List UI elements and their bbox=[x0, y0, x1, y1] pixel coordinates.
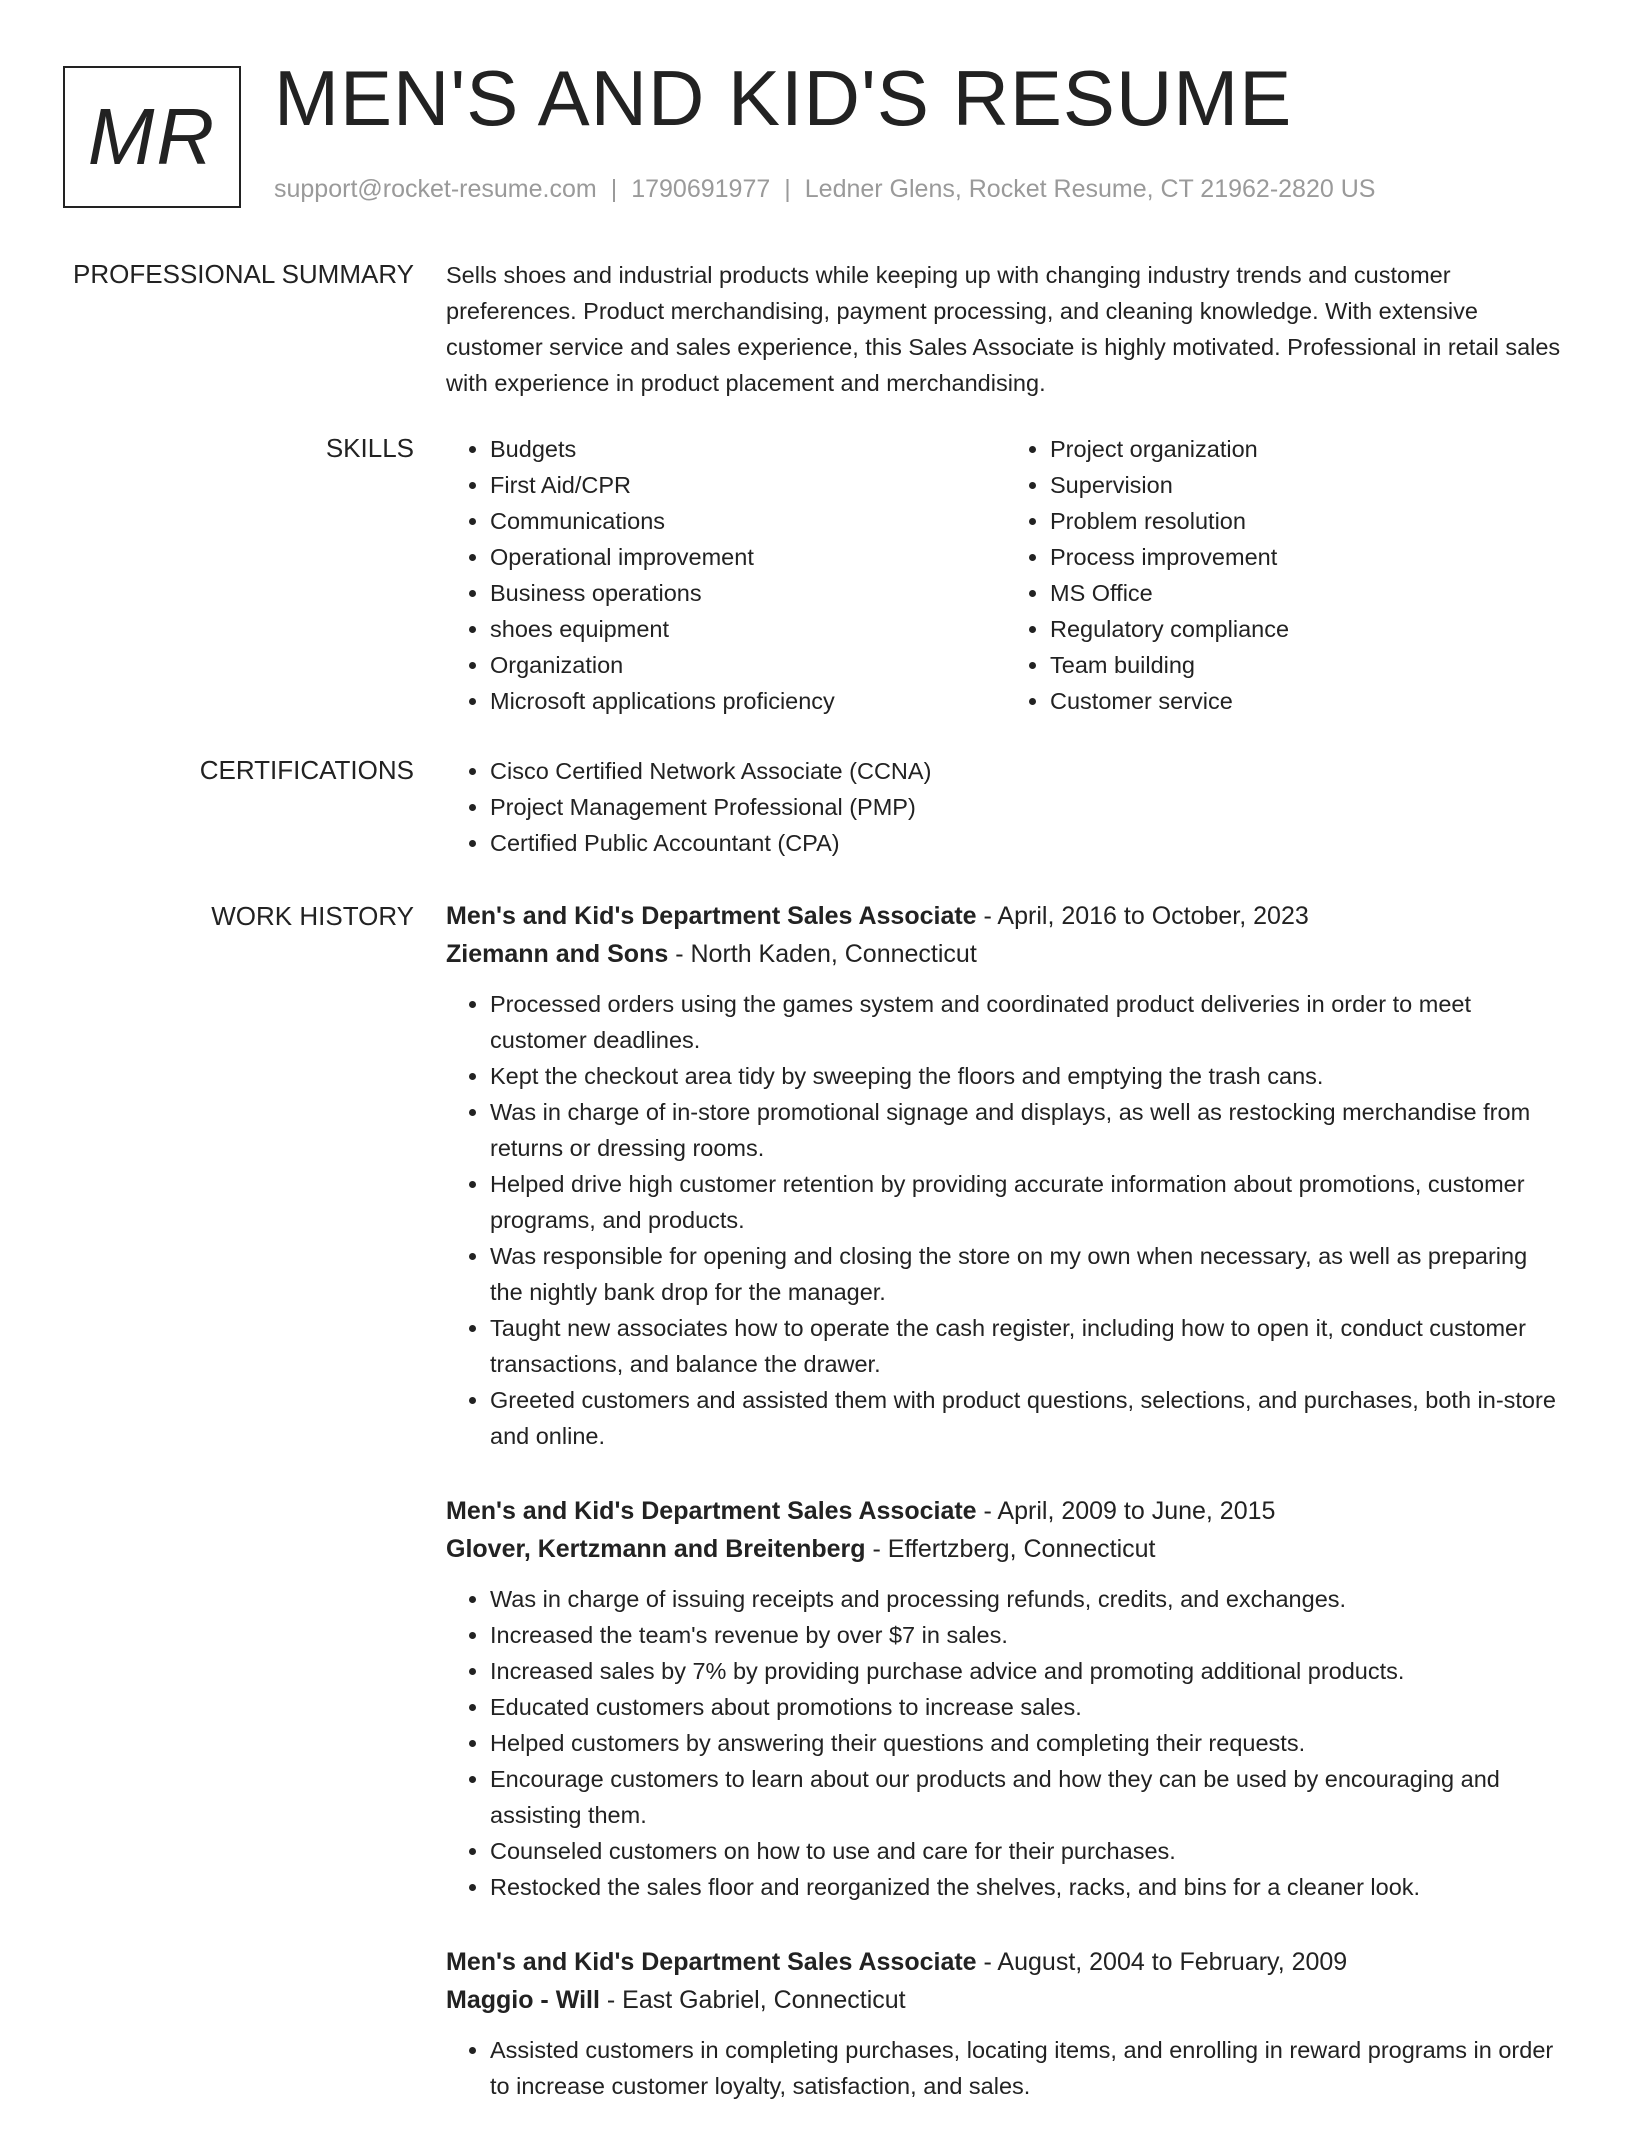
job-dates: - April, 2009 to June, 2015 bbox=[976, 1497, 1276, 1525]
job-entry bbox=[446, 897, 1566, 1454]
job-duty: • Was in charge of issuing receipts and processing refunds, credits, and exchanges. bbox=[490, 1581, 1566, 1617]
job-entry bbox=[446, 1492, 1566, 1905]
job-location: - East Gabriel, Connecticut bbox=[599, 1986, 906, 2014]
job-duty: • Greeted customers and assisted them with product questions, selections, and purchases, both in-store and online. bbox=[490, 1382, 1566, 1454]
skill-item: • Problem resolution bbox=[1050, 503, 1566, 539]
job-duty: • Increased sales by 7% by providing purchase advice and promoting additional products. bbox=[490, 1653, 1566, 1689]
skill-item: • Organization bbox=[490, 647, 1006, 683]
job-duty: • Educated customers about promotions to increase sales. bbox=[490, 1689, 1566, 1725]
skill-item: • Budgets bbox=[490, 431, 1006, 467]
job-duty: • Increased the team's revenue by over $7 in sales. bbox=[490, 1617, 1566, 1653]
job-duty: • Processed orders using the games system and coordinated product deliveries in order to meet customer deadlines. bbox=[490, 986, 1566, 1058]
job-duty: • Counseled customers on how to use and care for their purchases. bbox=[490, 1833, 1566, 1869]
skill-item: • Customer service bbox=[1050, 683, 1566, 719]
job-duty: • Taught new associates how to operate the cash register, including how to open it, conduct customer transactions, and balance the drawer. bbox=[490, 1310, 1566, 1382]
skills-list-left bbox=[446, 431, 1006, 719]
job-location: - Effertzberg, Connecticut bbox=[865, 1535, 1156, 1563]
work-history-heading: WORK HISTORY bbox=[211, 901, 414, 931]
certifications-section bbox=[446, 753, 1566, 861]
contact-separator: | bbox=[784, 175, 791, 203]
skill-item: • Project organization bbox=[1050, 431, 1566, 467]
contact-address: Ledner Glens, Rocket Resume, CT 21962-2820 US bbox=[804, 175, 1376, 203]
job-dates: - August, 2004 to February, 2009 bbox=[976, 1948, 1348, 1976]
job-company: Glover, Kertzmann and Breitenberg bbox=[446, 1535, 866, 1563]
skill-item: • Process improvement bbox=[1050, 539, 1566, 575]
skill-item: • MS Office bbox=[1050, 575, 1566, 611]
job-duty: • Encourage customers to learn about our products and how they can be used by encouraging and assisting them. bbox=[490, 1761, 1566, 1833]
job-duty: • Restocked the sales floor and reorganized the shelves, racks, and bins for a cleaner look. bbox=[490, 1869, 1566, 1905]
job-duty: • Helped customers by answering their questions and completing their requests. bbox=[490, 1725, 1566, 1761]
skill-item: • Operational improvement bbox=[490, 539, 1006, 575]
contact-phone[interactable]: 1790691977 bbox=[631, 175, 771, 203]
contact-separator: | bbox=[610, 175, 618, 203]
job-location: - North Kaden, Connecticut bbox=[668, 940, 977, 968]
job-company: Maggio - Will bbox=[446, 1986, 600, 2014]
certification-item: • Project Management Professional (PMP) bbox=[490, 789, 1566, 825]
job-title: Men's and Kid's Department Sales Associate bbox=[446, 1948, 977, 1976]
job-title: Men's and Kid's Department Sales Associate bbox=[446, 1497, 977, 1525]
job-duty: • Was in charge of in-store promotional signage and displays, as well as restocking merchandise from returns or dressing rooms. bbox=[490, 1094, 1566, 1166]
skills-grid bbox=[446, 431, 1566, 719]
job-title: Men's and Kid's Department Sales Associate bbox=[446, 902, 977, 930]
skill-item: • Business operations bbox=[490, 575, 1006, 611]
job-company: Ziemann and Sons bbox=[446, 940, 669, 968]
job-duty: • Kept the checkout area tidy by sweeping the floors and emptying the trash cans. bbox=[490, 1058, 1566, 1094]
certification-item: • Cisco Certified Network Associate (CCNA) bbox=[490, 753, 1566, 789]
certification-item: • Certified Public Accountant (CPA) bbox=[490, 825, 1566, 861]
job-duty: • Assisted customers in completing purchases, locating items, and enrolling in reward programs in order to increase customer loyalty, satisfaction, and sales. bbox=[490, 2032, 1566, 2104]
monogram-logo: MR bbox=[63, 66, 241, 208]
certifications-heading: CERTIFICATIONS bbox=[199, 755, 414, 785]
job-duties bbox=[446, 2032, 1566, 2104]
job-title-line bbox=[446, 897, 1566, 935]
job-entry bbox=[446, 1943, 1566, 2104]
contact-line bbox=[274, 175, 1375, 204]
job-title-line bbox=[446, 1492, 1566, 1530]
summary-heading: PROFESSIONAL SUMMARY bbox=[73, 259, 414, 289]
contact-email[interactable]: support@rocket-resume.com bbox=[274, 175, 597, 203]
work-history-section bbox=[446, 897, 1566, 2142]
job-dates: - April, 2016 to October, 2023 bbox=[976, 902, 1309, 930]
skills-list-right bbox=[1006, 431, 1566, 719]
job-company-line bbox=[446, 1530, 1566, 1568]
summary-text: Sells shoes and industrial products while keeping up with changing industry trends and customer preferences. Product merchandising, payment processing, and cleaning knowledge. With extensive customer service and sales experience, this Sales Associate is highly motivated. Professional in retail sales with experience in product placement and merchandising. bbox=[446, 262, 1561, 396]
job-duties bbox=[446, 986, 1566, 1454]
skill-item: • Communications bbox=[490, 503, 1006, 539]
resume-title: MEN'S AND KID'S RESUME bbox=[274, 54, 1293, 142]
certifications-list bbox=[446, 753, 1566, 861]
skill-item: • Regulatory compliance bbox=[1050, 611, 1566, 647]
skill-item: • First Aid/CPR bbox=[490, 467, 1006, 503]
skills-section bbox=[446, 431, 1566, 719]
skill-item: • Microsoft applications proficiency bbox=[490, 683, 1006, 719]
job-company-line bbox=[446, 1981, 1566, 2019]
skill-item: • Team building bbox=[1050, 647, 1566, 683]
job-duties bbox=[446, 1581, 1566, 1905]
skill-item: • Supervision bbox=[1050, 467, 1566, 503]
job-company-line bbox=[446, 935, 1566, 973]
skill-item: • shoes equipment bbox=[490, 611, 1006, 647]
job-duty: • Helped drive high customer retention by providing accurate information about promotions, customer programs, and products. bbox=[490, 1166, 1566, 1238]
job-duty: • Was responsible for opening and closing the store on my own when necessary, as well as preparing the nightly bank drop for the manager. bbox=[490, 1238, 1566, 1310]
job-title-line bbox=[446, 1943, 1566, 1981]
skills-heading: SKILLS bbox=[325, 433, 414, 463]
summary-section bbox=[446, 257, 1566, 401]
